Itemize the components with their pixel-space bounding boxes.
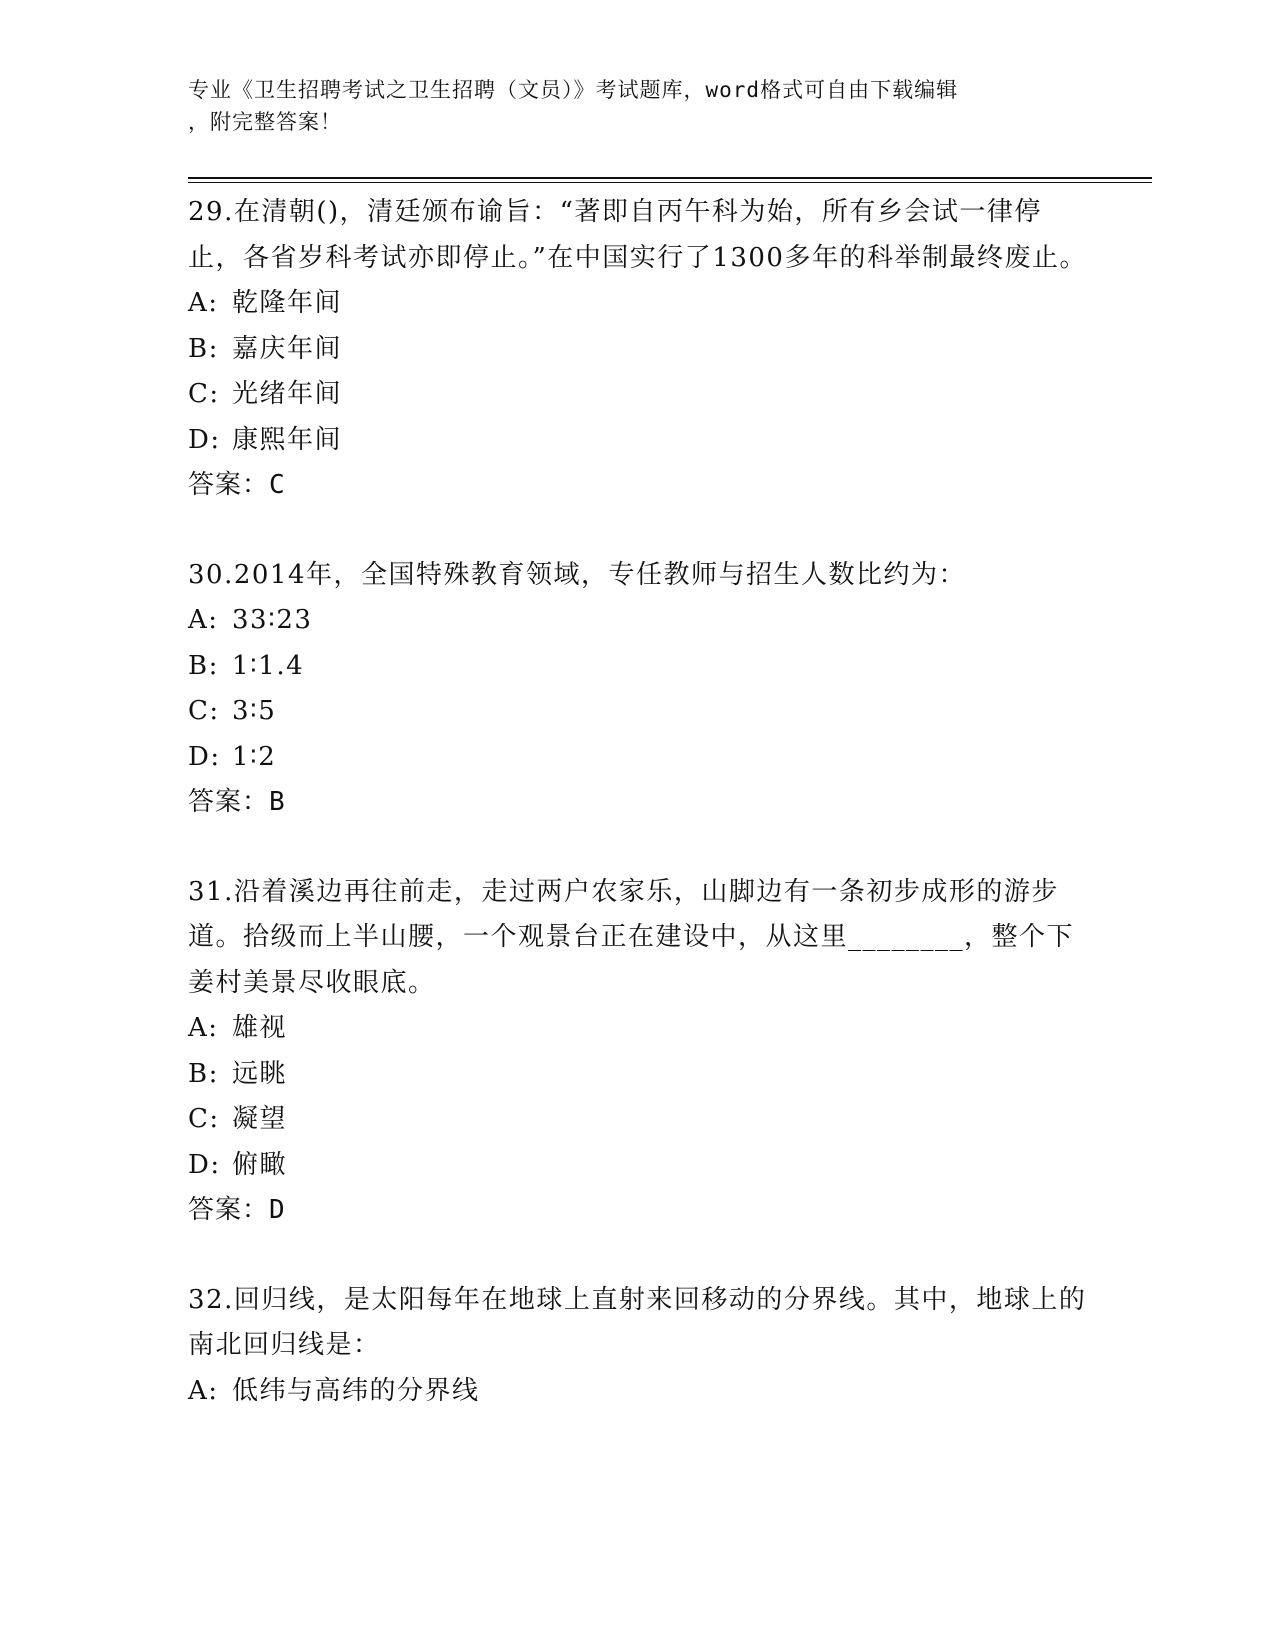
option-key: B: [188,650,219,681]
option-text: 乾隆年间 [232,288,343,318]
option-text: 光绪年间 [232,379,343,409]
option-key: A: [188,605,219,635]
option-b [188,1052,1088,1098]
option-text: 低纬与高纬的分界线 [232,1375,480,1406]
question-32 [188,1278,1088,1415]
option-key: B: [188,333,219,364]
option-text: 33∶23 [232,605,313,635]
option-d [188,1143,1088,1189]
document-header [188,74,1068,138]
option-text: 凝望 [232,1104,288,1134]
option-c [188,372,1088,418]
option-a [188,281,1088,327]
option-a [188,1369,1088,1415]
option-c [188,689,1088,735]
option-key: A: [188,1013,219,1043]
option-text: 俯瞰 [232,1149,288,1180]
header-divider-thin [188,182,1152,183]
header-divider-thick [188,177,1152,179]
option-key: D: [188,1149,221,1180]
answer-line: 答案：D [188,1195,286,1225]
option-text: 雄视 [232,1013,288,1043]
header-line-2: ，附完整答案！ [188,110,342,134]
option-key: A: [188,1375,219,1406]
option-c [188,1097,1088,1143]
question-29 [188,190,1088,509]
question-stem: 29.在清朝()，清廷颁布谕旨：“著即自丙午科为始，所有乡会试一律停止，各省岁科考试亦即停止。”在中国实行了1300多年的科举制最终废止。 [188,197,1087,273]
option-text: 远眺 [232,1058,288,1089]
answer-line: 答案：B [188,787,286,817]
option-text: 1∶2 [232,741,277,772]
option-d [188,418,1088,464]
option-key: C: [188,1104,220,1134]
option-key: C: [188,696,220,726]
option-b [188,327,1088,373]
header-line-1: 专业《卫生招聘考试之卫生招聘（文员）》考试题库，word格式可自由下载编辑 [188,78,959,102]
option-key: D: [188,424,221,455]
option-key: B: [188,1058,219,1089]
question-30 [188,553,1088,826]
option-text: 3∶5 [232,696,277,726]
option-text: 1∶1.4 [232,650,305,681]
option-d [188,735,1088,781]
option-a [188,1006,1088,1052]
option-key: C: [188,379,220,409]
question-31 [188,870,1088,1234]
question-list [188,190,1088,1458]
question-stem: 31.沿着溪边再往前走，走过两户农家乐，山脚边有一条初步成形的游步道。拾级而上半山腰，一个观景台正在建设中，从这里________，整个下姜村美景尽收眼底。 [188,876,1075,998]
option-text: 嘉庆年间 [232,333,343,364]
option-key: A: [188,288,219,318]
question-stem: 32.回归线，是太阳每年在地球上直射来回移动的分界线。其中，地球上的南北回归线是： [188,1284,1087,1360]
question-stem: 30.2014年，全国特殊教育领域，专任教师与招生人数比约为： [188,559,967,590]
option-text: 康熙年间 [232,424,343,455]
option-b [188,644,1088,690]
option-a [188,598,1088,644]
option-key: D: [188,741,221,772]
answer-line: 答案：C [188,470,286,500]
